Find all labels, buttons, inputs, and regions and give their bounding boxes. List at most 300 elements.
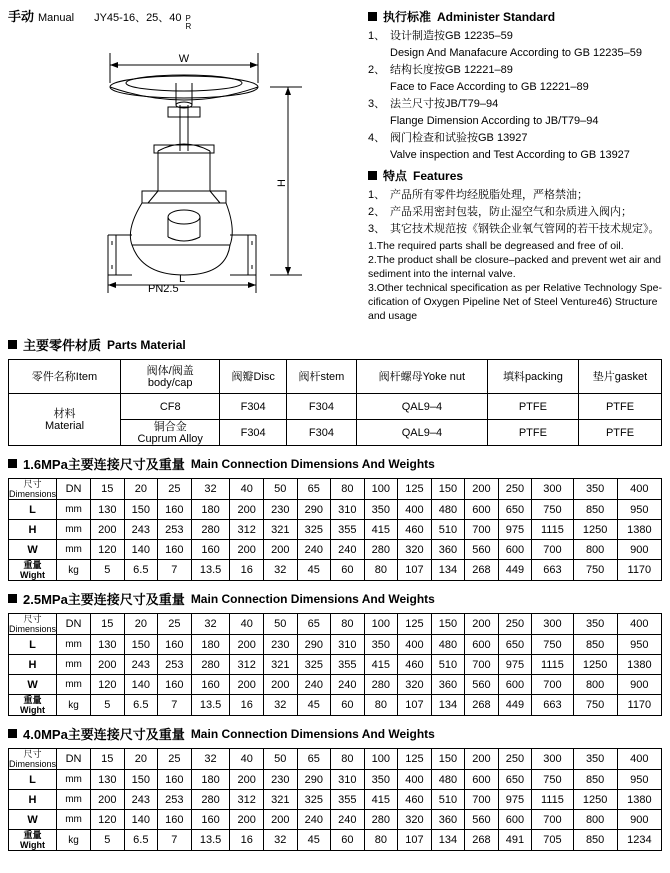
data-cell: 900 (617, 810, 661, 830)
item-text-en: Design And Manafacure According to GB 12235–59 (390, 47, 642, 59)
data-cell: 253 (158, 520, 192, 540)
materials-heading (8, 335, 662, 354)
drawing-column (8, 6, 364, 327)
bullet-square-icon (368, 171, 377, 180)
item-number (368, 148, 390, 163)
title-en: Manual (38, 12, 75, 24)
feature-en-line: 1.The required parts shall be degreased and free of oil. (368, 240, 624, 252)
features-heading (368, 167, 662, 184)
cell-body-cn: 铜合金 (153, 420, 187, 433)
list-item (368, 29, 662, 44)
row-unit: kg (57, 830, 91, 851)
list-item (368, 131, 662, 146)
data-cell: 280 (364, 540, 398, 560)
data-cell: 663 (532, 560, 573, 581)
row-label-cn: 材料 (53, 407, 76, 420)
list-item (368, 114, 662, 129)
data-cell: 750 (532, 770, 573, 790)
item-text: 法兰尺寸按JB/T79–94 (390, 98, 499, 110)
table-row (9, 675, 662, 695)
data-cell: 243 (124, 520, 158, 540)
data-cell: 449 (498, 560, 532, 581)
dimension-heading-cn: 1.6MPa主要连接尺寸及重量 (23, 457, 185, 472)
item-text: 其它技术规范按《钢铁企业氧气管网的若干技术规定》。 (390, 223, 660, 235)
row-label-cn: 重量 (23, 830, 42, 840)
feature-en-line: and usage (368, 310, 418, 322)
top-section (8, 6, 662, 327)
col-header-item (9, 360, 121, 394)
data-cell: 280 (364, 675, 398, 695)
row-label-cn: 重量 (23, 560, 42, 570)
data-cell: 850 (573, 830, 617, 851)
data-cell: 415 (364, 655, 398, 675)
title-cn: 手动 (8, 9, 35, 24)
data-cell: 560 (465, 540, 499, 560)
dimension-heading (8, 589, 662, 608)
row-unit: mm (57, 810, 91, 830)
data-cell: 120 (91, 675, 125, 695)
data-cell: 5 (91, 560, 125, 581)
data-cell: 6.5 (124, 695, 158, 716)
table-header-row (9, 360, 662, 394)
col-header-cn: 阀杆 (298, 370, 321, 383)
data-cell: 243 (124, 655, 158, 675)
data-cell: 130 (91, 500, 125, 520)
data-cell: 16 (230, 695, 264, 716)
row-label-en: Wight (20, 570, 45, 580)
data-cell: 325 (297, 520, 331, 540)
col-header-dn: DN (57, 614, 91, 635)
dimension-heading (8, 454, 662, 473)
table-header-row (9, 749, 662, 770)
data-cell: 200 (230, 810, 264, 830)
data-cell: 268 (465, 830, 499, 851)
dn-value: 80 (331, 479, 365, 500)
cell-packing: PTFE (487, 420, 578, 446)
dimension-heading-en: Main Connection Dimensions And Weights (190, 726, 435, 741)
data-cell: 200 (230, 770, 264, 790)
data-cell: 321 (264, 790, 298, 810)
dimension-heading-cn: 4.0MPa主要连接尺寸及重量 (23, 727, 185, 742)
data-cell: 7 (158, 560, 192, 581)
dn-value: 200 (465, 479, 499, 500)
data-cell: 200 (264, 540, 298, 560)
table-row (9, 520, 662, 540)
cell-stem: F304 (286, 420, 356, 446)
row-label-en: Wight (20, 840, 45, 850)
data-cell: 160 (191, 675, 230, 695)
data-cell: 230 (264, 770, 298, 790)
data-cell: 200 (230, 635, 264, 655)
data-cell: 32 (264, 560, 298, 581)
item-text-en: Face to Face According to GB 12221–89 (390, 81, 589, 93)
row-label-en: Material (44, 419, 85, 432)
data-cell: 180 (191, 500, 230, 520)
col-header-packing (487, 360, 578, 394)
data-cell: 120 (91, 810, 125, 830)
data-cell: 975 (498, 520, 532, 540)
dn-value: 150 (431, 479, 465, 500)
data-cell: 200 (264, 675, 298, 695)
dim-label-h: H (276, 179, 288, 187)
row-label: W (9, 810, 57, 830)
materials-heading-cn: 主要零件材质 (23, 338, 102, 353)
data-cell: 134 (431, 830, 465, 851)
data-cell: 13.5 (191, 830, 230, 851)
data-cell: 240 (297, 540, 331, 560)
cell-yoke: QAL9–4 (356, 394, 487, 420)
dn-value: 150 (431, 614, 465, 635)
dn-value: 250 (498, 479, 532, 500)
data-cell: 900 (617, 540, 661, 560)
data-cell: 150 (124, 500, 158, 520)
dn-value: 250 (498, 614, 532, 635)
col-header-en: Yoke nut (422, 370, 466, 383)
data-cell: 400 (398, 770, 432, 790)
dn-value: 65 (297, 614, 331, 635)
data-cell: 107 (398, 830, 432, 851)
product-title (8, 6, 364, 31)
data-cell: 150 (124, 770, 158, 790)
model-code: JY45-16、25、40 (94, 12, 182, 24)
data-cell: 134 (431, 695, 465, 716)
row-unit: mm (57, 635, 91, 655)
data-cell: 140 (124, 540, 158, 560)
dimension-heading-en: Main Connection Dimensions And Weights (190, 456, 435, 471)
data-cell: 150 (124, 635, 158, 655)
dn-value: 350 (573, 614, 617, 635)
list-item (368, 205, 662, 220)
feature-en-line: sediment into the internal valve. (368, 268, 516, 280)
item-number: 2、 (368, 64, 386, 76)
data-cell: 200 (91, 790, 125, 810)
item-number: 2、 (368, 206, 386, 218)
table-row (9, 695, 662, 716)
dn-value: 20 (124, 749, 158, 770)
data-cell: 200 (264, 810, 298, 830)
dn-value: 125 (398, 479, 432, 500)
data-cell: 1115 (532, 790, 573, 810)
row-label: H (9, 655, 57, 675)
list-item (368, 80, 662, 95)
row-header-material (9, 394, 121, 446)
dn-value: 350 (573, 479, 617, 500)
dn-value: 15 (91, 614, 125, 635)
col-header-gasket (579, 360, 662, 394)
row-unit: mm (57, 540, 91, 560)
cell-stem: F304 (286, 394, 356, 420)
data-cell: 355 (331, 655, 365, 675)
data-cell: 360 (431, 810, 465, 830)
data-cell: 1115 (532, 520, 573, 540)
data-cell: 290 (297, 770, 331, 790)
row-label: H (9, 790, 57, 810)
data-cell: 32 (264, 830, 298, 851)
data-cell: 160 (158, 635, 192, 655)
data-cell: 975 (498, 790, 532, 810)
dn-value: 20 (124, 614, 158, 635)
data-cell: 280 (364, 810, 398, 830)
item-number: 1、 (368, 189, 386, 201)
item-number (368, 46, 390, 61)
col-header-en: Item (75, 370, 98, 383)
row-label: L (9, 500, 57, 520)
row-label-cn: 重量 (23, 695, 42, 705)
standard-block (368, 8, 662, 163)
data-cell: 350 (364, 770, 398, 790)
data-cell: 1170 (617, 695, 661, 716)
dn-value: 100 (364, 614, 398, 635)
data-cell: 160 (191, 540, 230, 560)
data-cell: 320 (398, 540, 432, 560)
features-heading-en: Features (413, 168, 464, 183)
data-cell: 600 (498, 675, 532, 695)
data-cell: 800 (573, 675, 617, 695)
col-header-dn: DN (57, 749, 91, 770)
data-cell: 350 (364, 500, 398, 520)
data-cell: 1115 (532, 655, 573, 675)
list-item (368, 148, 662, 163)
data-cell: 950 (617, 770, 661, 790)
feature-en-line: cification of Oxygen Pipeline Net of Steel Venture46) Structure (368, 296, 658, 308)
data-cell: 510 (431, 520, 465, 540)
dn-value: 400 (617, 614, 661, 635)
data-cell: 320 (398, 810, 432, 830)
data-cell: 975 (498, 655, 532, 675)
item-number (368, 114, 390, 129)
data-cell: 200 (91, 655, 125, 675)
data-cell: 200 (91, 520, 125, 540)
data-cell: 200 (230, 500, 264, 520)
dn-value: 25 (158, 614, 192, 635)
data-cell: 750 (573, 695, 617, 716)
bullet-square-icon (8, 594, 17, 603)
data-cell: 160 (158, 770, 192, 790)
row-unit: mm (57, 500, 91, 520)
data-cell: 663 (532, 695, 573, 716)
table-row (9, 770, 662, 790)
data-cell: 290 (297, 500, 331, 520)
data-cell: 510 (431, 655, 465, 675)
data-cell: 560 (465, 675, 499, 695)
col-header-en: stem (320, 370, 345, 383)
dn-value: 15 (91, 479, 125, 500)
data-cell: 321 (264, 655, 298, 675)
col-header-cn: 垫片 (592, 370, 615, 383)
cell-gasket: PTFE (579, 394, 662, 420)
dn-value: 250 (498, 749, 532, 770)
data-cell: 1250 (573, 655, 617, 675)
list-item (368, 46, 662, 61)
dn-value: 50 (264, 749, 298, 770)
data-cell: 160 (191, 810, 230, 830)
row-unit: mm (57, 770, 91, 790)
data-cell: 310 (331, 770, 365, 790)
cell-body: CF8 (121, 394, 220, 420)
feature-en-line: 2.The product shall be closure–packed and prevent wet air and (368, 254, 662, 266)
data-cell: 415 (364, 520, 398, 540)
data-cell: 120 (91, 540, 125, 560)
dn-value: 150 (431, 749, 465, 770)
data-cell: 268 (465, 560, 499, 581)
data-cell: 600 (465, 635, 499, 655)
dim-label-l: L (178, 273, 186, 285)
table-row (9, 540, 662, 560)
table-row (9, 830, 662, 851)
data-cell: 60 (331, 830, 365, 851)
data-cell: 460 (398, 520, 432, 540)
data-cell: 700 (465, 790, 499, 810)
dimension-sections (8, 454, 662, 851)
data-cell: 449 (498, 695, 532, 716)
data-cell: 107 (398, 560, 432, 581)
data-cell: 850 (573, 635, 617, 655)
data-cell: 312 (230, 790, 264, 810)
data-cell: 180 (191, 770, 230, 790)
data-cell: 1250 (573, 520, 617, 540)
data-cell: 5 (91, 695, 125, 716)
item-text: 设计制造按GB 12235–59 (390, 30, 513, 42)
row-unit: mm (57, 520, 91, 540)
features-heading-cn: 特点 (383, 169, 408, 183)
data-cell: 650 (498, 770, 532, 790)
item-text: 阀门检查和试验按GB 13927 (390, 132, 528, 144)
data-cell: 6.5 (124, 560, 158, 581)
dn-value: 100 (364, 479, 398, 500)
item-number: 4、 (368, 132, 386, 144)
data-cell: 850 (573, 770, 617, 790)
dn-value: 80 (331, 749, 365, 770)
data-cell: 510 (431, 790, 465, 810)
row-label: W (9, 540, 57, 560)
data-cell: 480 (431, 500, 465, 520)
col-header-cn: 零件名称 (31, 370, 76, 383)
data-cell: 80 (364, 560, 398, 581)
data-cell: 160 (158, 540, 192, 560)
dimension-table (8, 478, 662, 581)
data-cell: 1170 (617, 560, 661, 581)
table-row (9, 810, 662, 830)
data-cell: 800 (573, 540, 617, 560)
data-cell: 130 (91, 770, 125, 790)
data-cell: 253 (158, 790, 192, 810)
data-cell: 268 (465, 695, 499, 716)
row-unit: kg (57, 560, 91, 581)
data-cell: 200 (230, 675, 264, 695)
data-cell: 13.5 (191, 695, 230, 716)
data-cell: 400 (398, 500, 432, 520)
dn-value: 40 (230, 749, 264, 770)
data-cell: 80 (364, 695, 398, 716)
data-cell: 460 (398, 655, 432, 675)
data-cell: 560 (465, 810, 499, 830)
pn-label: PN2.5 (148, 283, 179, 295)
dn-value: 32 (191, 749, 230, 770)
dn-value: 200 (465, 749, 499, 770)
data-cell: 280 (191, 520, 230, 540)
cell-disc: F304 (220, 394, 286, 420)
bullet-square-icon (8, 340, 17, 349)
cell-gasket: PTFE (579, 420, 662, 446)
table-header-row (9, 614, 662, 635)
data-cell: 600 (465, 500, 499, 520)
item-number: 1、 (368, 30, 386, 42)
dn-value: 20 (124, 479, 158, 500)
features-list-en (368, 239, 662, 323)
data-cell: 460 (398, 790, 432, 810)
item-text: 产品所有零件均经脱脂处理，严格禁油； (390, 189, 588, 201)
dn-value: 300 (532, 479, 573, 500)
col-header-body (121, 360, 220, 394)
dim-label-w: W (178, 53, 190, 65)
data-cell: 350 (364, 635, 398, 655)
data-cell: 900 (617, 675, 661, 695)
data-cell: 600 (498, 810, 532, 830)
data-cell: 750 (532, 635, 573, 655)
dn-value: 32 (191, 479, 230, 500)
data-cell: 800 (573, 810, 617, 830)
col-header-cn: 阀杆螺母 (378, 370, 423, 383)
item-number: 3、 (368, 98, 386, 110)
data-cell: 1250 (573, 790, 617, 810)
data-cell: 705 (532, 830, 573, 851)
cell-yoke: QAL9–4 (356, 420, 487, 446)
data-cell: 1380 (617, 520, 661, 540)
data-cell: 700 (532, 540, 573, 560)
table-row (9, 394, 662, 420)
col-header-cn: 填料 (502, 370, 525, 383)
data-cell: 320 (398, 675, 432, 695)
data-cell: 480 (431, 635, 465, 655)
data-cell: 45 (297, 830, 331, 851)
table-row (9, 635, 662, 655)
data-cell: 700 (465, 655, 499, 675)
dn-value: 125 (398, 614, 432, 635)
feature-en-line: 3.Other technical specification as per Relative Technology Spe- (368, 282, 662, 294)
data-cell: 160 (158, 500, 192, 520)
row-label: L (9, 635, 57, 655)
data-cell: 325 (297, 655, 331, 675)
data-cell: 600 (465, 770, 499, 790)
standard-heading-cn: 执行标准 (383, 10, 432, 24)
col-header-en: gasket (614, 370, 648, 383)
features-block (368, 167, 662, 323)
list-item (368, 222, 662, 237)
row-label-en: Wight (20, 705, 45, 715)
cell-body-en: Cuprum Alloy (137, 432, 203, 445)
dn-value: 25 (158, 749, 192, 770)
data-cell: 950 (617, 635, 661, 655)
data-cell: 200 (230, 540, 264, 560)
data-cell: 240 (331, 540, 365, 560)
data-cell: 16 (230, 830, 264, 851)
materials-table (8, 359, 662, 446)
data-cell: 325 (297, 790, 331, 810)
pr-subscript (186, 15, 192, 31)
dim-label-en: Dimensions (9, 759, 57, 769)
col-header-cn: 阀瓣 (231, 370, 254, 383)
list-item (368, 188, 662, 203)
data-cell: 290 (297, 635, 331, 655)
dn-value: 200 (465, 614, 499, 635)
dim-label-en: Dimensions (9, 624, 57, 634)
dn-value: 350 (573, 749, 617, 770)
row-label: L (9, 770, 57, 790)
data-cell: 60 (331, 560, 365, 581)
data-cell: 750 (573, 560, 617, 581)
materials-heading-en: Parts Material (107, 337, 186, 352)
dn-value: 32 (191, 614, 230, 635)
